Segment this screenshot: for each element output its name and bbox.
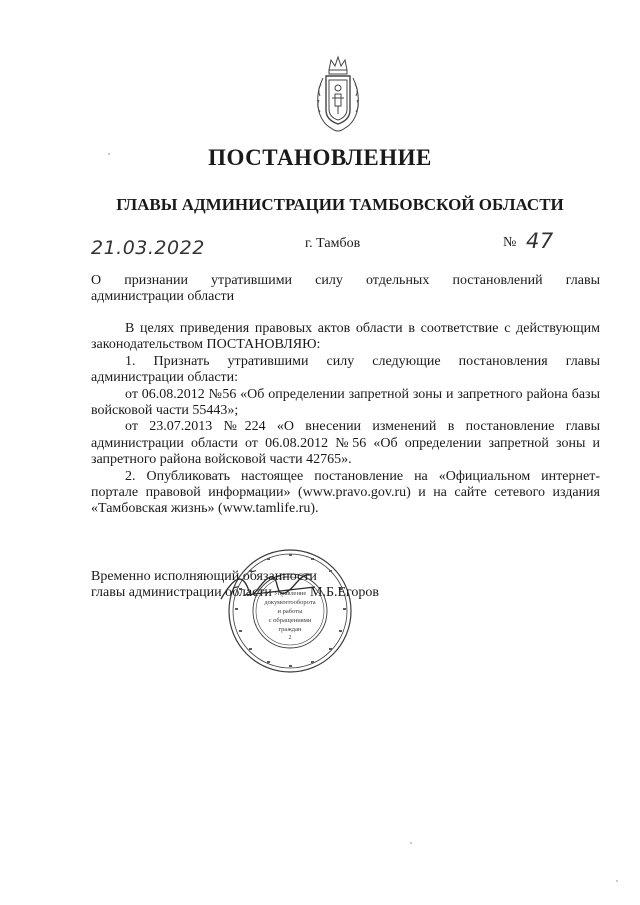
handwritten-number: 47: [526, 229, 554, 253]
handwritten-signature-icon: [215, 565, 325, 610]
item-1-a: от 06.08.2012 №56 «Об определении запретной зоны и запретного района базы войсковой части 55443»;: [91, 386, 600, 419]
item-1: 1. Признать утратившими силу следующие постановления главы администрации области:: [91, 353, 600, 386]
scan-speck: [410, 842, 412, 844]
document-body: [91, 321, 600, 518]
item-2: 2. Опубликовать настоящее постановление на «Официальном интернет-портале правовой информации» (www.pravo.gov.ru) и на сайте сетевого издания «Тамбовская жизнь» (www.tamlife.ru).: [91, 468, 600, 517]
intro-paragraph: В целях приведения правовых актов области в соответствие с действующим законодательством ПОСТАНОВЛЯЮ:: [91, 321, 600, 353]
stamp-line-2: документооборота: [264, 599, 316, 606]
subject-line-2: администрации области: [91, 289, 235, 304]
document-city: г. Тамбов: [305, 236, 361, 251]
handwritten-date: 21.03.2022: [91, 237, 205, 259]
stamp-line-1: Управление: [273, 590, 307, 597]
signer-title-line-2: главы администрации области: [91, 585, 272, 600]
signer-title-line-1: Временно исполняющий обязанности: [91, 569, 317, 584]
document-subject: [91, 273, 600, 305]
stamp-line-3: и работы: [277, 608, 303, 615]
scan-speck: [616, 880, 618, 882]
signer-name: М.Б.Егоров: [310, 585, 380, 600]
subject-line-1: О признании утратившими силу отдельных постановлений главы: [91, 273, 600, 288]
coat-of-arms-emblem-icon: [309, 54, 367, 136]
scan-speck: [108, 153, 110, 155]
stamp-line-4: с обращениями: [268, 617, 312, 624]
item-1-b: от 23.07.2013 №224 «О внесении изменений в постановление главы администрации области от 06.08.2012 №56 «Об определении запретной зоны и запретного района войсковой части 42765».: [91, 419, 600, 468]
document-number-label: №: [503, 235, 517, 250]
document-title: ПОСТАНОВЛЕНИЕ: [208, 145, 432, 170]
stamp-line-6: 2: [288, 635, 292, 641]
stamp-line-5: граждан: [278, 626, 302, 633]
document-subtitle: ГЛАВЫ АДМИНИСТРАЦИИ ТАМБОВСКОЙ ОБЛАСТИ: [116, 195, 564, 214]
